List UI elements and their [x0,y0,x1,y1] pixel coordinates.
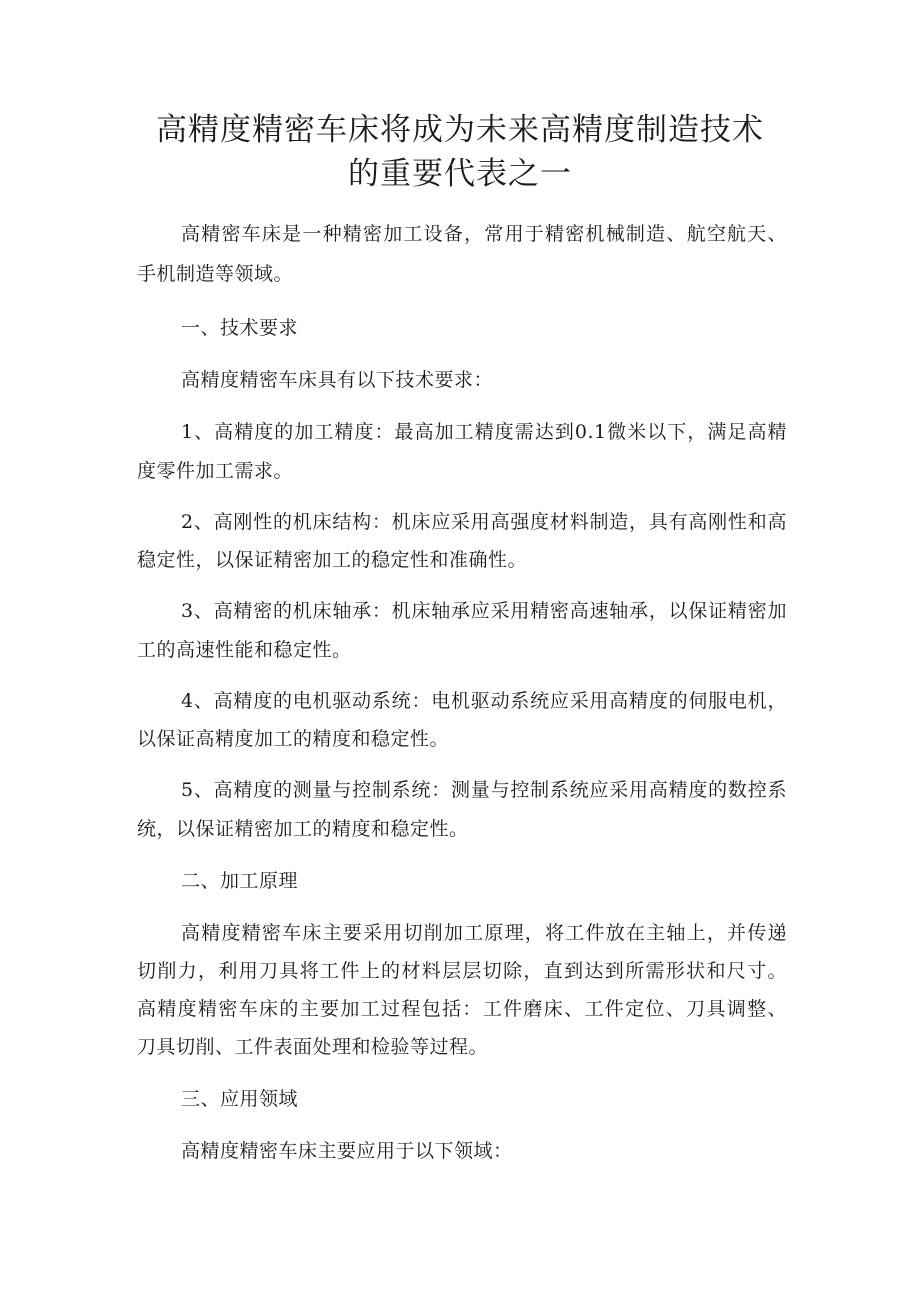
item2-line2: 稳定性，以保证精密加工的稳定性和准确性。 [137,549,528,571]
section3-lead: 高精度精密车床主要应用于以下领域： [181,1140,513,1162]
intro-line2: 手机制造等领域。 [137,263,294,285]
section1-heading: 一、技术要求 [181,317,299,339]
section1-lead: 高精度精密车床具有以下技术要求： [181,369,494,391]
section2-body-line1: 高精度精密车床主要采用切削加工原理，将工件放在主轴上，并传递 [181,922,787,944]
item4-line2: 以保证高精度加工的精度和稳定性。 [137,728,450,750]
item4-line1: 4、高精度的电机驱动系统：电机驱动系统应采用高精度的伺服电机， [181,690,787,712]
item5-line1: 5、高精度的测量与控制系统：测量与控制系统应采用高精度的数控系 [181,779,787,801]
section2-body-line2: 切削力，利用刀具将工件上的材料层层切除，直到达到所需形状和尺寸。 [137,960,787,982]
item1-line2: 度零件加工需求。 [137,460,294,482]
item3-line2: 工的高速性能和稳定性。 [137,639,352,661]
section2-body-line4: 刀具切削、工件表面处理和检验等过程。 [137,1036,489,1058]
item3-line1: 3、高精密的机床轴承：机床轴承应采用精密高速轴承，以保证精密加 [181,600,787,622]
section3-heading: 三、应用领域 [181,1088,299,1110]
intro-line1: 高精密车床是一种精密加工设备，常用于精密机械制造、航空航天、 [181,223,787,245]
section2-heading: 二、加工原理 [181,870,299,892]
item5-line2: 统，以保证精密加工的精度和稳定性。 [137,818,469,840]
document-title-line1: 高精度精密车床将成为未来高精度制造技术 [156,112,764,148]
section2-body-line3: 高精度精密车床的主要加工过程包括：工件磨床、工件定位、刀具调整、 [137,998,787,1020]
document-title-line2: 的重要代表之一 [348,156,572,192]
item1-line1: 1、高精度的加工精度：最高加工精度需达到0.1微米以下，满足高精 [181,421,787,443]
item2-line1: 2、高刚性的机床结构：机床应采用高强度材料制造，具有高刚性和高 [181,511,787,533]
